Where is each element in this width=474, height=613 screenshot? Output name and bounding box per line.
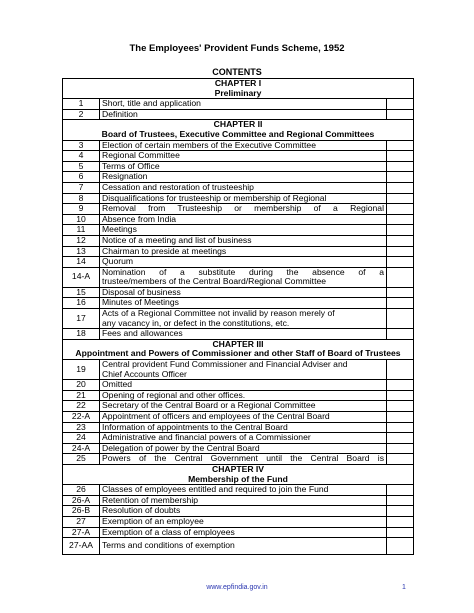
page-number-cell	[387, 329, 414, 340]
page-number-cell	[387, 172, 414, 183]
entry-title-cell	[100, 99, 387, 110]
table-row[interactable]	[63, 161, 414, 172]
table-row[interactable]	[63, 151, 414, 162]
page-number-cell	[387, 380, 414, 391]
entry-number: 26	[63, 485, 100, 496]
entry-number: 14	[63, 257, 100, 268]
entry-title: Appointment of officers and employees of the Central Board	[102, 411, 330, 421]
entry-title: Minutes of Meetings	[102, 297, 179, 308]
table-row[interactable]	[63, 172, 414, 183]
page-number-cell	[387, 287, 414, 298]
entry-number: 24-A	[63, 443, 100, 454]
table-row[interactable]	[63, 99, 414, 110]
entry-title: Nomination of a substitute during the absence of a	[102, 266, 384, 277]
page-number-cell	[387, 225, 414, 236]
table-row[interactable]	[63, 109, 414, 120]
page-number-cell	[387, 204, 414, 215]
entry-number: 18	[63, 329, 100, 340]
page-number-cell	[387, 309, 414, 329]
page-number-cell	[387, 401, 414, 412]
page-number-cell	[387, 193, 414, 204]
entry-title-cell	[100, 182, 387, 193]
entry-title-cell	[100, 225, 387, 236]
entry-title-cell	[100, 506, 387, 517]
page-number-cell	[387, 267, 414, 287]
chapter-header	[63, 339, 414, 359]
entry-title-cell	[100, 538, 387, 555]
entry-title-cell	[100, 380, 387, 391]
entry-title-cell	[100, 151, 387, 162]
entry-number: 21	[63, 390, 100, 401]
entry-number: 4	[63, 151, 100, 162]
table-row[interactable]	[63, 422, 414, 433]
page-number-cell	[387, 257, 414, 268]
entry-title-cell	[100, 485, 387, 496]
page-number-cell	[387, 214, 414, 225]
table-row[interactable]	[63, 267, 414, 287]
entry-number: 10	[63, 214, 100, 225]
page-number-cell	[387, 538, 414, 555]
entry-title-cell	[100, 516, 387, 527]
entry-title-cell	[100, 443, 387, 454]
entry-title-cell	[100, 214, 387, 225]
page-number-cell	[387, 182, 414, 193]
table-row[interactable]	[63, 538, 414, 555]
chapter-number: CHAPTER II	[213, 119, 263, 130]
entry-title: Notice of a meeting and list of business	[102, 234, 252, 245]
entry-number: 3	[63, 140, 100, 151]
table-row[interactable]	[63, 433, 414, 444]
entry-title: Administrative and financial powers of a Commissioner	[102, 432, 311, 443]
entry-number: 27-A	[63, 527, 100, 538]
entry-number: 25	[63, 454, 100, 465]
page-number-cell	[387, 109, 414, 120]
page-number-cell	[387, 412, 414, 423]
table-row[interactable]	[63, 246, 414, 257]
entry-title-cell	[100, 204, 387, 215]
entry-title: Quorum	[102, 256, 134, 267]
table-row[interactable]	[63, 193, 414, 204]
table-row[interactable]	[63, 485, 414, 496]
page-number-cell	[387, 433, 414, 444]
entry-number: 13	[63, 246, 100, 257]
entry-number: 27-AA	[63, 538, 100, 555]
entry-number: 2	[63, 109, 100, 120]
entry-title-cell	[100, 360, 387, 380]
entry-number: 11	[63, 225, 100, 236]
entry-number: 20	[63, 380, 100, 391]
table-row[interactable]	[63, 380, 414, 391]
table-row[interactable]	[63, 329, 414, 340]
chapter-header-row	[63, 464, 414, 484]
page-number-cell	[387, 298, 414, 309]
entry-title: Information of appointments to the Central Board	[102, 421, 288, 432]
entry-number: 24	[63, 433, 100, 444]
page-number-cell	[387, 360, 414, 380]
page-number-cell	[387, 246, 414, 257]
entry-title: Short, title and application	[102, 98, 201, 109]
page-number-cell	[387, 516, 414, 527]
entry-title-cell	[100, 109, 387, 120]
entry-title-cell	[100, 172, 387, 183]
chapter-title: Appointment and Powers of Commissioner and other Staff of Board of Trustees	[75, 348, 401, 359]
entry-title: Classes of employees entitled and required to join the Fund	[102, 484, 329, 495]
entry-number: 14-A	[63, 267, 100, 287]
table-row[interactable]	[63, 140, 414, 151]
chapter-number: CHAPTER I	[214, 78, 262, 88]
entry-number: 26-B	[63, 506, 100, 517]
entry-title: Delegation of power by the Central Board	[102, 442, 260, 453]
entry-title: Regional Committee	[102, 150, 180, 161]
entry-number: 17	[63, 309, 100, 329]
entry-title-cell	[100, 267, 387, 287]
entry-title-cell	[100, 287, 387, 298]
table-row[interactable]	[63, 360, 414, 380]
footer-url[interactable]: www.epfindia.gov.in	[206, 584, 268, 591]
entry-title: Omitted	[102, 379, 133, 390]
entry-number: 22-A	[63, 412, 100, 423]
entry-title-cell	[100, 329, 387, 340]
entry-title: Absence from India	[102, 213, 177, 224]
entry-number: 5	[63, 161, 100, 172]
table-row[interactable]	[63, 309, 414, 329]
page-number-cell	[387, 161, 414, 172]
table-row[interactable]	[63, 401, 414, 412]
entry-number: 16	[63, 298, 100, 309]
table-row[interactable]	[63, 298, 414, 309]
entry-title: Exemption of a class of employees	[102, 526, 235, 537]
entry-title: Resolution of doubts	[102, 505, 181, 516]
page-number-cell	[387, 99, 414, 110]
chapter-header	[63, 120, 414, 140]
table-row[interactable]	[63, 412, 414, 423]
entry-title-continued: any vacancy in, or defect in the constitutions, etc.	[102, 317, 290, 328]
table-row[interactable]	[63, 235, 414, 246]
entry-title: Terms of Office	[102, 160, 160, 171]
entry-title: Cessation and restoration of trusteeship	[102, 181, 254, 192]
entry-title-cell	[100, 298, 387, 309]
chapter-header-row	[63, 339, 414, 359]
entry-title-cell	[100, 401, 387, 412]
entry-title-cell	[100, 527, 387, 538]
entry-number: 27	[63, 516, 100, 527]
contents-heading: CONTENTS	[212, 67, 262, 77]
entry-title: Secretary of the Central Board or a Regional Committee	[102, 400, 316, 411]
entry-title: Retention of membership	[102, 494, 199, 505]
entry-title: Meetings	[102, 224, 137, 235]
page-number-cell	[387, 235, 414, 246]
entry-title-cell	[100, 161, 387, 172]
table-row[interactable]	[63, 454, 414, 465]
table-row[interactable]	[63, 204, 414, 215]
chapter-header	[63, 464, 414, 484]
entry-title: Acts of a Regional Committee not invalid by reason merely of	[102, 308, 335, 319]
entry-number: 9	[63, 204, 100, 215]
entry-number: 19	[63, 360, 100, 380]
entry-title-cell	[100, 235, 387, 246]
entry-number: 6	[63, 172, 100, 183]
chapter-header-row	[63, 120, 414, 140]
page-number-cell	[387, 527, 414, 538]
entry-title-cell	[100, 246, 387, 257]
contents-table	[62, 78, 414, 555]
entry-number: 12	[63, 235, 100, 246]
chapter-number: CHAPTER IV	[211, 463, 265, 474]
entry-title: Election of certain members of the Executive Committee	[102, 139, 316, 150]
chapter-header	[63, 79, 414, 99]
entry-number: 15	[63, 287, 100, 298]
entry-title-cell	[100, 412, 387, 423]
entry-number: 23	[63, 422, 100, 433]
table-row[interactable]	[63, 225, 414, 236]
entry-title: Central provident Fund Commissioner and Financial Adviser and	[102, 359, 348, 370]
entry-title: Powers of the Central Government until the Central Board is	[102, 453, 384, 464]
page-number-cell	[387, 495, 414, 506]
entry-title-cell	[100, 257, 387, 268]
document-title: The Employees' Provident Funds Scheme, 1952	[129, 43, 345, 54]
table-row[interactable]	[63, 527, 414, 538]
entry-title-cell	[100, 454, 387, 465]
entry-title-cell	[100, 422, 387, 433]
entry-title: Disqualifications for trusteeship or membership of Regional	[102, 192, 327, 203]
chapter-title: Preliminary	[214, 87, 262, 98]
chapter-number: CHAPTER III	[212, 338, 264, 349]
page-number-cell	[387, 506, 414, 517]
entry-title: Fees and allowances	[102, 328, 183, 339]
table-row[interactable]	[63, 257, 414, 268]
entry-title-cell	[100, 193, 387, 204]
table-row[interactable]	[63, 495, 414, 506]
table-row[interactable]	[63, 516, 414, 527]
entry-title-continued: Chief Accounts Officer	[102, 368, 187, 379]
table-row[interactable]	[63, 443, 414, 454]
table-row[interactable]	[63, 182, 414, 193]
entry-title: Chairman to preside at meetings	[102, 245, 227, 256]
entry-title: Terms and conditions of exemption	[102, 540, 235, 551]
entry-title-cell	[100, 309, 387, 329]
chapter-title: Membership of the Fund	[188, 473, 288, 484]
table-row[interactable]	[63, 390, 414, 401]
entry-number: 8	[63, 193, 100, 204]
entry-number: 1	[63, 99, 100, 110]
page-number-cell	[387, 151, 414, 162]
entry-title-cell	[100, 433, 387, 444]
table-row[interactable]	[63, 287, 414, 298]
entry-title: Definition	[102, 108, 138, 119]
footer-page-number: 1	[402, 584, 406, 591]
entry-number: 7	[63, 182, 100, 193]
page-number-cell	[387, 390, 414, 401]
chapter-title: Board of Trustees, Executive Committee and Regional Committees	[101, 128, 375, 139]
entry-number: 22	[63, 401, 100, 412]
entry-title-cell	[100, 390, 387, 401]
table-row[interactable]	[63, 506, 414, 517]
entry-title: Exemption of an employee	[102, 515, 204, 526]
entry-title: Resignation	[102, 171, 148, 182]
page-number-cell	[387, 422, 414, 433]
chapter-header-row	[63, 79, 414, 99]
entry-title-cell	[100, 140, 387, 151]
entry-title-cell	[100, 495, 387, 506]
entry-title: Removal from Trusteeship or membership of a Regional	[102, 203, 384, 214]
entry-title-continued: trustee/members of the Central Board/Regional Committee	[102, 276, 327, 287]
page-number-cell	[387, 485, 414, 496]
entry-title: Opening of regional and other offices.	[102, 389, 246, 400]
entry-title: Disposal of business	[102, 286, 181, 297]
page-number-cell	[387, 454, 414, 465]
entry-number: 26-A	[63, 495, 100, 506]
page-number-cell	[387, 443, 414, 454]
table-row[interactable]	[63, 214, 414, 225]
page-number-cell	[387, 140, 414, 151]
